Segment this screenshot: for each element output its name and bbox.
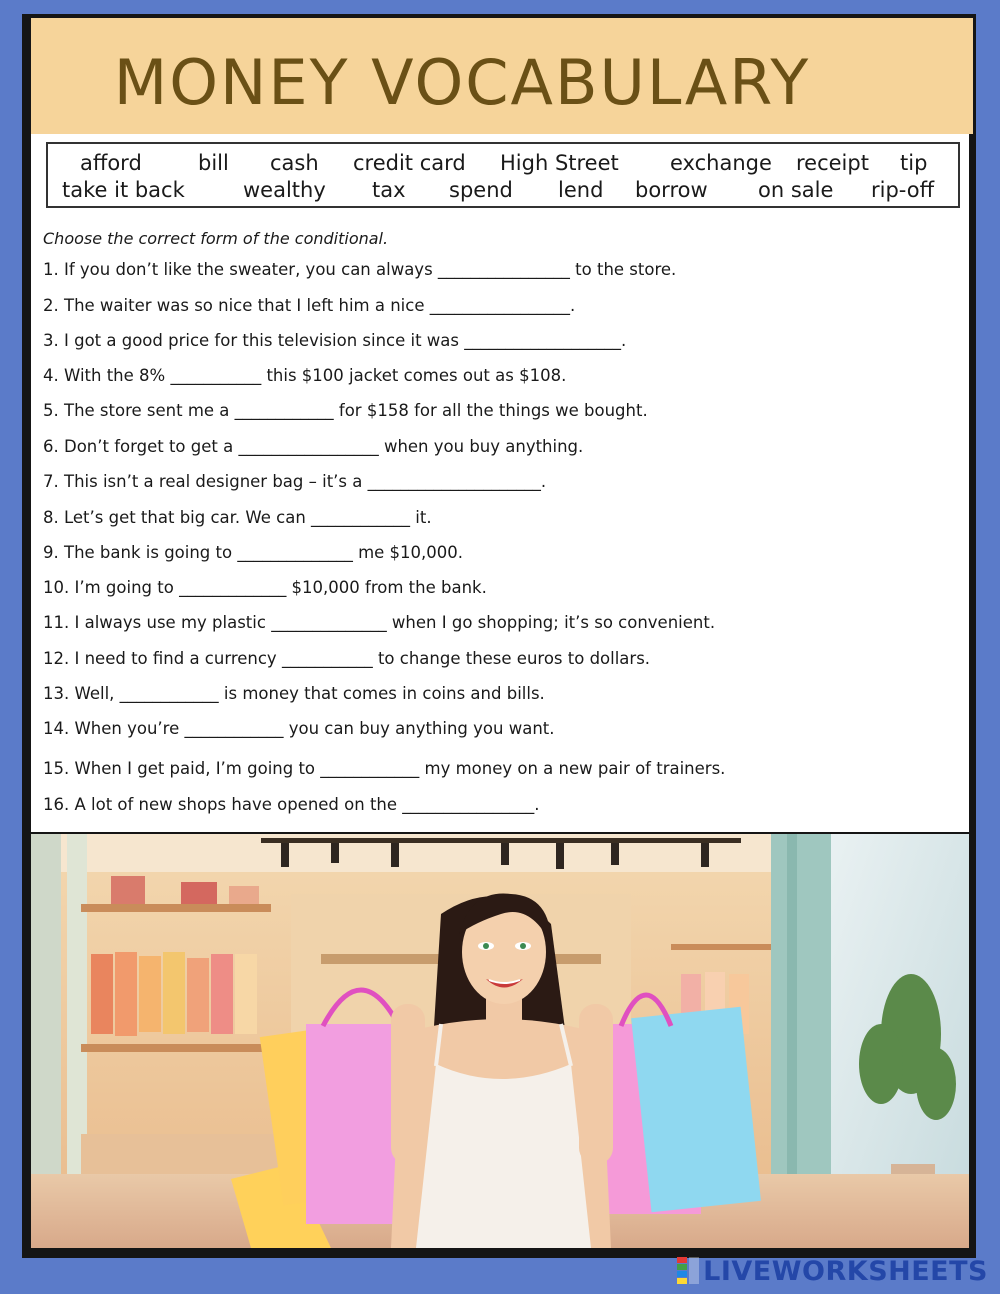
word-bank-item: High Street <box>500 151 619 175</box>
word-bank <box>46 142 960 208</box>
footer-branding <box>677 1254 988 1288</box>
question-item: 3. I got a good price for this television since it was ___________________. <box>43 331 627 350</box>
answer-blank[interactable]: _____________ <box>179 578 287 597</box>
word-bank-item: cash <box>270 151 319 175</box>
worksheet-content <box>31 134 969 832</box>
word-bank-item: borrow <box>635 178 708 202</box>
word-bank-item: wealthy <box>243 178 326 202</box>
answer-blank[interactable]: ________________ <box>437 260 570 279</box>
question-item: 13. Well, ____________ is money that comes in coins and bills. <box>43 684 545 703</box>
answer-blank[interactable]: ____________ <box>320 759 420 778</box>
question-item: 11. I always use my plastic ______________ when I go shopping; it’s so convenient. <box>43 613 716 632</box>
answer-blank[interactable]: ____________ <box>311 508 411 527</box>
question-item: 15. When I get paid, I’m going to ____________ my money on a new pair of trainers. <box>43 759 726 778</box>
answer-blank[interactable]: ____________ <box>119 684 219 703</box>
question-item: 16. A lot of new shops have opened on the ________________. <box>43 795 540 814</box>
brand-name[interactable]: LIVEWORKSHEETS <box>703 1255 988 1287</box>
answer-blank[interactable]: ______________ <box>271 613 387 632</box>
word-bank-item: lend <box>558 178 604 202</box>
store-scene-image <box>31 834 969 1248</box>
page-title: MONEY VOCABULARY <box>113 46 811 119</box>
question-item: 4. With the 8% ___________ this $100 jacket comes out as $108. <box>43 366 567 385</box>
word-bank-item: tip <box>900 151 928 175</box>
answer-blank[interactable]: ___________________ <box>464 331 621 350</box>
question-item: 7. This isn’t a real designer bag – it’s a _____________________. <box>43 472 547 491</box>
answer-blank[interactable]: _________________ <box>429 296 570 315</box>
word-bank-item: bill <box>198 151 229 175</box>
liveworksheets-logo-icon <box>677 1257 699 1285</box>
shopping-illustration <box>31 834 969 1248</box>
word-bank-item: rip-off <box>871 178 935 202</box>
question-item: 6. Don’t forget to get a _________________ when you buy anything. <box>43 437 584 456</box>
title-banner <box>31 18 973 134</box>
word-bank-item: receipt <box>796 151 869 175</box>
answer-blank[interactable]: _____________________ <box>367 472 541 491</box>
question-item: 12. I need to find a currency ___________ to change these euros to dollars. <box>43 649 651 668</box>
answer-blank[interactable]: _________________ <box>238 437 379 456</box>
word-bank-item: on sale <box>758 178 834 202</box>
question-item: 14. When you’re ____________ you can buy anything you want. <box>43 719 555 738</box>
word-bank-item: exchange <box>670 151 772 175</box>
question-item: 2. The waiter was so nice that I left him a nice _________________. <box>43 296 576 315</box>
word-bank-item: tax <box>372 178 406 202</box>
question-item: 1. If you don’t like the sweater, you can always ________________ to the store. <box>43 260 677 279</box>
answer-blank[interactable]: ____________ <box>234 401 334 420</box>
answer-blank[interactable]: ____________ <box>184 719 284 738</box>
instructions: Choose the correct form of the conditional. <box>43 229 389 248</box>
answer-blank[interactable]: ______________ <box>237 543 353 562</box>
word-bank-item: credit card <box>353 151 466 175</box>
answer-blank[interactable]: ________________ <box>402 795 535 814</box>
question-item: 9. The bank is going to ______________ me $10,000. <box>43 543 464 562</box>
question-item: 8. Let’s get that big car. We can ____________ it. <box>43 508 432 527</box>
word-bank-item: take it back <box>62 178 185 202</box>
word-bank-item: afford <box>80 151 142 175</box>
question-item: 5. The store sent me a ____________ for $158 for all the things we bought. <box>43 401 648 420</box>
answer-blank[interactable]: ___________ <box>170 366 262 385</box>
question-item: 10. I’m going to _____________ $10,000 from the bank. <box>43 578 487 597</box>
word-bank-item: spend <box>449 178 513 202</box>
answer-blank[interactable]: ___________ <box>281 649 373 668</box>
